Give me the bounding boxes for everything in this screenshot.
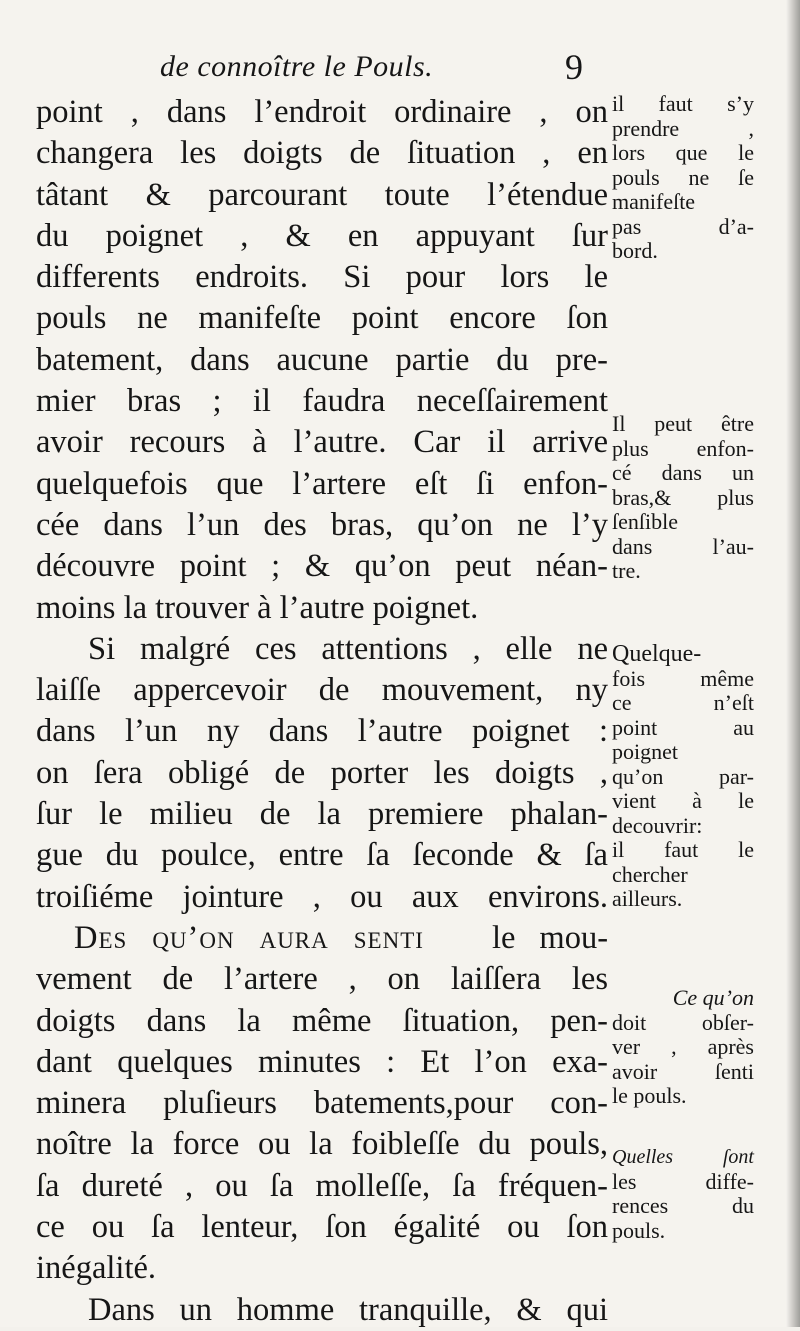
margin-note (612, 642, 754, 912)
margin-line: poignet (612, 739, 678, 764)
text-line-remainder: le mou- (491, 919, 608, 956)
text-line: gue du poulce, entre ſa ſeconde & ſa (36, 837, 608, 874)
text-line: vement de l’artere , on laiſſera les (36, 961, 608, 998)
margin-line: tre. (612, 558, 641, 583)
margin-line: il faut s’y (612, 91, 754, 116)
margin-line: Il peut être (612, 411, 754, 436)
margin-line: qu’on par- (612, 763, 754, 789)
margin-line: avoir ſenti (612, 1058, 754, 1084)
margin-line: Quelles ſont (612, 1146, 754, 1168)
margin-line: point au (612, 714, 754, 740)
text-line: inégalité. (36, 1250, 157, 1287)
margin-line: pas d’a- (612, 213, 754, 239)
text-line: quelquefois que l’artere eſt ſi enfon- (36, 465, 608, 502)
margin-line: manifeſte (612, 189, 696, 214)
text-line: dans l’un ny dans l’autre poignet : (36, 713, 608, 750)
margin-line: ſenſible (612, 509, 678, 534)
margin-note (612, 92, 754, 264)
page-edge-shadow (786, 0, 800, 1327)
text-line: point , dans l’endroit ordinaire , on (36, 94, 608, 130)
margin-note (612, 1145, 754, 1243)
margin-line: le pouls. (612, 1083, 687, 1108)
margin-line: il faut le (612, 837, 754, 862)
text-line: dant quelques minutes : Et l’on exa- (36, 1043, 608, 1080)
paragraph-start-line: Si malgré ces attentions , elle ne (88, 630, 608, 667)
text-line: moins la trouver à l’autre poignet. (36, 589, 479, 626)
text-line: changera les doigts de ſituation , en (36, 135, 608, 172)
main-text-column (36, 92, 608, 1331)
margin-line: Quelque- (612, 641, 702, 667)
margin-line: prendre , (612, 115, 754, 141)
margin-line: les diffe- (612, 1168, 754, 1194)
text-line: mier bras ; il faudra neceſſairement (36, 383, 608, 420)
margin-line: pouls. (612, 1217, 666, 1243)
margin-line: lors que le (612, 140, 754, 165)
text-line: pouls ne manifeſte point encore ſon (36, 300, 608, 337)
margin-line: ailleurs. (612, 886, 683, 911)
text-line: minera pluſieurs batements,pour con- (36, 1085, 608, 1122)
margin-line: bord. (612, 238, 658, 263)
margin-line: plus enfon- (612, 435, 754, 461)
text-line: laiſſe appercevoir de mouvement, ny (36, 672, 608, 709)
text-line: avoir recours à l’autre. Car il arrive (36, 424, 608, 461)
text-line: noître la force ou la foibleſſe du pouls, (36, 1126, 608, 1163)
margin-line: decouvrir: (612, 812, 703, 838)
margin-line: bras,& plus (612, 484, 754, 510)
margin-line: cé dans un (612, 460, 754, 485)
margin-line: Ce qu’on (672, 985, 754, 1010)
text-line: cée dans l’un des bras, qu’on ne l’y (36, 506, 608, 543)
text-line: ſa dureté , ou ſa molleſſe, ſa fréquen- (36, 1167, 608, 1204)
paragraph-start-line (36, 918, 608, 959)
text-line: du poignet , & en appuyant ſur (36, 217, 608, 254)
text-line: batement, dans aucune partie du pre- (36, 341, 608, 378)
paragraph-start-line: Dans un homme tranquille, & qui (88, 1291, 608, 1328)
text-line: découvre point ; & qu’on peut néan- (36, 548, 608, 585)
margin-note (612, 986, 754, 1109)
smallcaps-lead: Des qu’on aura senti (74, 919, 424, 956)
text-line: ſur le milieu de la premiere phalan- (36, 796, 608, 833)
margin-line: dans l’au- (612, 533, 754, 559)
margin-line: ver , après (612, 1034, 754, 1059)
page-header (0, 46, 800, 90)
margin-line: vient à le (612, 788, 754, 813)
text-line: tâtant & parcourant toute l’étendue (36, 176, 608, 213)
text-line: doigts dans la même ſituation, pen- (36, 1002, 608, 1039)
margin-line: doit obſer- (612, 1009, 754, 1035)
margin-note (612, 412, 754, 584)
page-number: 9 (565, 47, 583, 87)
margin-line: chercher (612, 861, 688, 887)
text-line: ce ou ſa lenteur, ſon égalité ou ſon (36, 1209, 608, 1246)
margin-line: fois même (612, 665, 754, 691)
margin-line: ce n’eſt (612, 690, 754, 715)
text-line: troiſiéme jointure , ou aux environs. (36, 878, 608, 915)
text-line: differents endroits. Si pour lors le (36, 259, 608, 296)
margin-line: pouls ne ſe (612, 164, 754, 190)
margin-line: rences du (612, 1193, 754, 1218)
text-line: on ſera obligé de porter les doigts , (36, 754, 608, 791)
running-head: de connoître le Pouls. (160, 50, 434, 83)
